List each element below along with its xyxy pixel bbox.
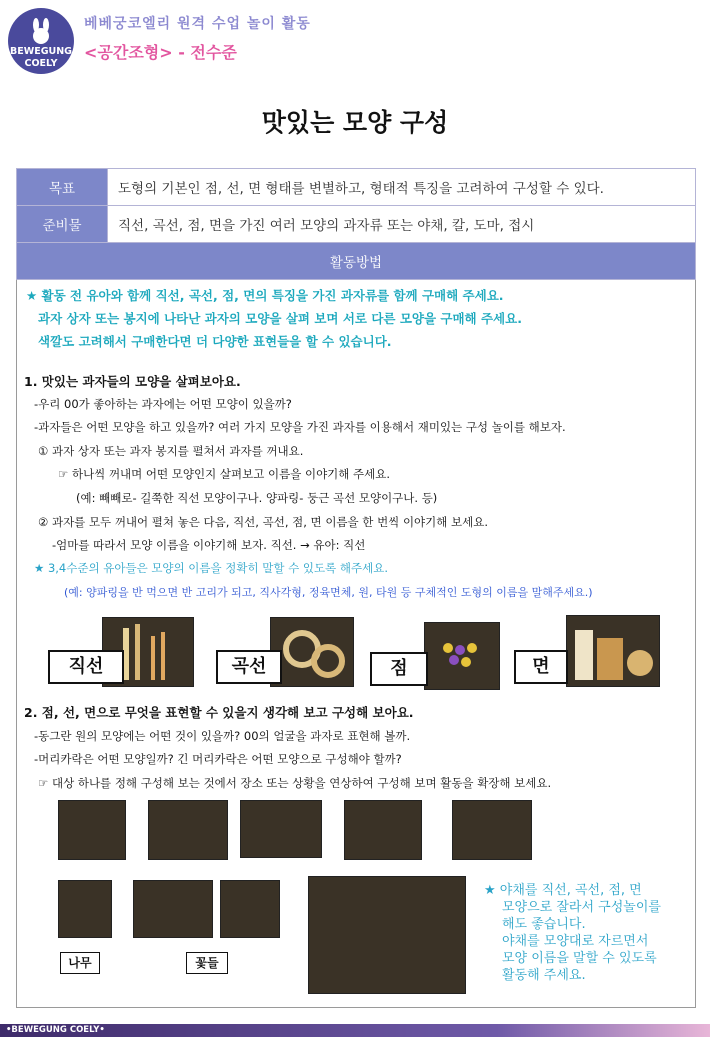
example-photo-scene	[308, 876, 466, 994]
tip-note	[484, 882, 694, 984]
example-photo-face-1	[58, 800, 126, 860]
example-photo-face-5	[452, 800, 532, 860]
caption-flowers: 꽃들	[186, 952, 228, 974]
example-photo-tree	[58, 880, 112, 938]
note-line: 해도 좋습니다.	[502, 917, 586, 932]
section1-line: (예: 빼빼로- 길쭉한 직선 모양이구나. 양파링- 둥근 곡선 모양이구나. 등)	[76, 491, 438, 505]
footer-bar	[0, 1024, 710, 1037]
logo-text-bottom: COELY	[24, 58, 58, 69]
caption-tree: 나무	[60, 952, 100, 974]
example-photo-flowers-1	[133, 880, 213, 938]
intro-line-3: 색깔도 고려해서 구매한다면 더 다양한 표현들을 할 수 있습니다.	[38, 334, 392, 349]
example-photo-face-2	[148, 800, 228, 860]
section1-line: -과자들은 어떤 모양을 하고 있을까? 여러 가지 모양을 가진 과자를 이용해서 재미있는 구성 놀이를 해보자.	[34, 420, 566, 434]
prep-text: 직선, 곡선, 점, 면을 가진 여러 모양의 과자류 또는 야채, 칼, 도마, 접시	[108, 206, 696, 243]
goal-text: 도형의 기본인 점, 선, 면 형태를 변별하고, 형태적 특징을 고려하여 구성할 수 있다.	[108, 169, 696, 206]
section2-line: ☞ 대상 하나를 정해 구성해 보는 것에서 장소 또는 상황을 연상하여 구성해 보며 활동을 확장해 보세요.	[38, 776, 552, 790]
intro-line-1: ★ 활동 전 유아와 함께 직선, 곡선, 점, 면의 특징을 가진 과자류를 함께 구매해 주세요.	[26, 288, 504, 303]
section1-heading: 1. 맛있는 과자들의 모양을 살펴보아요.	[24, 374, 241, 389]
note-line: 모양으로 잘라서 구성놀이를	[502, 900, 661, 915]
shape-label-curve: 곡선	[216, 650, 282, 684]
section1-tip: ★ 3,4수준의 유아들은 모양의 이름을 정확히 말할 수 있도록 해주세요.	[34, 561, 388, 575]
shape-label-dot: 점	[370, 652, 428, 686]
dot-snack-photo	[424, 622, 500, 690]
footer	[0, 1024, 710, 1037]
page-title: 맛있는 모양 구성	[261, 108, 449, 137]
face-snack-photo	[566, 615, 660, 687]
section1-example: (예: 양파링을 반 먹으면 반 고리가 되고, 직사각형, 정육면체, 원, 타원 등 구체적인 도형의 이름을 말해주세요.)	[64, 586, 593, 599]
org-title: 베베궁코엘리 원격 수업 놀이 활동	[84, 16, 311, 32]
section1-line: -우리 00가 좋아하는 과자에는 어떤 모양이 있을까?	[34, 397, 292, 411]
logo-text-top: BEWEGUNG	[10, 46, 72, 57]
footer-text: •BEWEGUNG COELY•	[6, 1025, 105, 1035]
intro-line-2: 과자 상자 또는 봉지에 나타난 과자의 모양을 살펴 보며 서로 다른 모양을 구매해 주세요.	[38, 311, 522, 326]
shape-label-straight: 직선	[48, 650, 124, 684]
method-header: 활동방법	[17, 243, 696, 280]
example-photo-face-3	[240, 800, 322, 858]
goal-label: 목표	[17, 169, 108, 206]
rabbit-icon	[24, 18, 58, 44]
section1-line: ② 과자를 모두 꺼내어 펼쳐 놓은 다음, 직선, 곡선, 점, 면 이름을 한 번씩 이야기해 보세요.	[38, 515, 489, 529]
curve-snack-photo	[270, 617, 354, 687]
level-subtitle: <공간조형> - 전수준	[84, 43, 237, 62]
section1-line: ☞ 하나씩 꺼내며 어떤 모양인지 살펴보고 이름을 이야기해 주세요.	[58, 467, 391, 481]
section2-line: -동그란 원의 모양에는 어떤 것이 있을까? 00의 얼굴을 과자로 표현해 볼까.	[34, 729, 411, 743]
section2-line: -머리카락은 어떤 모양일까? 긴 머리카락은 어떤 모양으로 구성해야 할까?	[34, 752, 402, 766]
logo	[8, 8, 74, 74]
section2-heading: 2. 점, 선, 면으로 무엇을 표현할 수 있을지 생각해 보고 구성해 보아요.	[24, 705, 414, 720]
example-photo-face-4	[344, 800, 422, 860]
note-line: 야채를 모양대로 자르면서	[502, 934, 649, 949]
section1-line: ① 과자 상자 또는 과자 봉지를 펼쳐서 과자를 꺼내요.	[38, 444, 304, 458]
info-table	[16, 168, 696, 280]
prep-label: 준비물	[17, 206, 108, 243]
note-line: 모양 이름을 말할 수 있도록	[502, 951, 657, 966]
note-line: ★ 야채를 직선, 곡선, 점, 면	[484, 883, 642, 898]
section1-line: -엄마를 따라서 모양 이름을 이야기해 보자. 직선. → 유아: 직선	[52, 538, 366, 552]
note-line: 활동해 주세요.	[502, 968, 586, 983]
shape-label-face: 면	[514, 650, 568, 684]
example-photo-flowers-2	[220, 880, 280, 938]
